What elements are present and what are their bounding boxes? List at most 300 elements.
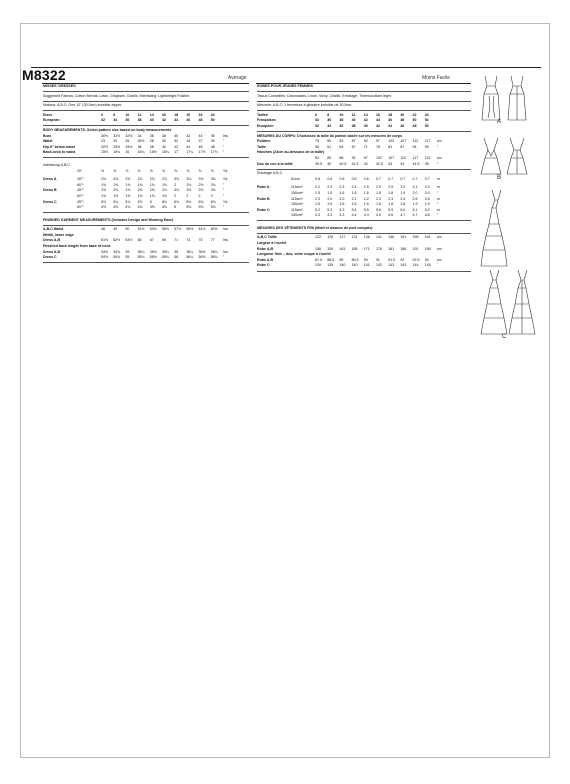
value-cell: 0.6	[363, 176, 369, 181]
unit: "	[222, 139, 225, 144]
size-cell: 20	[400, 112, 405, 117]
value-cell: 159	[327, 246, 334, 251]
size-cell: 32	[315, 123, 319, 128]
unit: cm	[436, 155, 442, 160]
row-label: Dos du cou à la taille	[257, 161, 293, 166]
value-cell: 15½	[101, 150, 108, 155]
value-cell: ⅝	[210, 168, 214, 173]
value-cell: ⅝	[113, 168, 117, 173]
value-cell: 112	[412, 139, 419, 144]
value-cell: 16½	[149, 150, 157, 155]
value-cell: 5⅝	[101, 199, 106, 204]
value-cell: 1.6	[339, 190, 345, 195]
unit: Ins.	[222, 133, 229, 138]
body-measurements-en	[43, 134, 249, 156]
row-label: Dress A,B	[43, 238, 61, 243]
value-cell: ⅝	[186, 168, 190, 173]
value-cell: 4.7	[412, 213, 418, 218]
fabric-width: 45"*	[77, 199, 84, 204]
finished-header-fr: MESURES DES VÊTEMENTS FINI (Motif et aisance de port compris)	[257, 225, 373, 230]
difficulty-en: Average	[228, 75, 247, 81]
value-cell: 31½	[113, 133, 121, 138]
view-label-c: C	[502, 334, 507, 340]
value-cell: 4.3	[315, 213, 320, 218]
value-cell: 4¾	[137, 205, 143, 210]
value-cell: 46	[198, 144, 203, 149]
size-cell: 48	[400, 118, 405, 123]
size-cell: 12	[351, 112, 356, 117]
row-label: Robe A	[257, 185, 270, 190]
rule	[257, 271, 471, 272]
size-cell: 22	[198, 112, 203, 117]
dress-b-drawing	[481, 138, 527, 174]
value-cell: 44.5	[412, 161, 420, 166]
size-cell: 52	[424, 118, 429, 123]
size-cell: 34	[113, 118, 118, 123]
value-cell: 146	[388, 235, 395, 240]
value-cell: 4.4	[351, 213, 357, 218]
value-cell: 38	[149, 144, 154, 149]
size-cell: 6	[315, 112, 317, 117]
size-cell: 36	[339, 123, 344, 128]
notions-en: Notions: A,B,C: One 12" (30.5cm) invisible zipper.	[43, 103, 122, 108]
value-cell: 2.3	[327, 185, 333, 190]
value-cell: 61½	[101, 238, 108, 243]
row-label: Bust	[43, 133, 51, 138]
value-cell: 81	[388, 144, 393, 149]
value-cell: 3⅛	[174, 188, 180, 193]
value-cell: 156	[315, 246, 321, 251]
value-cell: 15¾	[113, 150, 121, 155]
value-cell: 141	[363, 263, 370, 268]
value-cell: 2	[174, 193, 177, 198]
value-cell: 2⅞	[161, 177, 167, 182]
value-cell: 40	[327, 161, 332, 166]
size-cell: 6	[101, 112, 103, 117]
fabric-width: 60"*	[77, 193, 84, 198]
value-cell: 1.8	[388, 202, 394, 207]
value-cell: 2.3	[388, 196, 394, 201]
value-cell: 56½	[198, 255, 206, 260]
unit: "	[222, 182, 225, 187]
value-cell: 161	[424, 235, 431, 240]
value-cell: 6⅛	[186, 199, 192, 204]
fabric-width: 115cm*	[291, 196, 303, 201]
value-cell: 89	[339, 257, 344, 262]
value-cell: 62½	[113, 238, 121, 243]
size-cell: 14	[363, 112, 368, 117]
rule	[43, 91, 249, 92]
title-en: MISSES' DRESSES	[43, 84, 76, 88]
unit: "	[222, 193, 225, 198]
value-cell: 176	[375, 246, 382, 251]
body-header-en: BODY MEASUREMENTS: Select pattern size based on body measurements	[43, 127, 172, 132]
value-cell: 0.6	[315, 176, 320, 181]
dress-a-drawing	[482, 76, 526, 120]
unit: Ins.	[222, 249, 229, 254]
unit: Yd.	[222, 177, 229, 182]
value-cell: 54¾	[113, 255, 121, 260]
unit: "	[436, 144, 439, 149]
value-cell: 36	[137, 144, 142, 149]
value-cell: 6⅛	[174, 199, 180, 204]
unit: "	[436, 190, 439, 195]
value-cell: 2⅝	[101, 177, 106, 182]
row-label: Dress C	[43, 199, 57, 204]
size-cell: 36	[327, 118, 332, 123]
value-cell: 3.0	[400, 185, 406, 190]
value-cell: 1.5	[327, 202, 333, 207]
value-cell: 2.0	[315, 196, 320, 201]
value-cell: 1.6	[363, 190, 369, 195]
value-cell: 122	[424, 155, 431, 160]
body-header-fr: MESURES DU CORPS: Choisissez la taille du patron basée sur les mesures de corps	[257, 133, 402, 138]
size-cell: 38	[351, 123, 356, 128]
value-cell: 151	[400, 235, 407, 240]
size-cell: 46	[388, 118, 393, 123]
value-cell: 5.5	[363, 207, 369, 212]
row-label: Dress C	[43, 255, 57, 260]
value-cell: 2.6	[424, 196, 430, 201]
value-cell: ⅝	[125, 168, 129, 173]
unit: "	[222, 150, 225, 155]
value-cell: 6.1	[412, 207, 418, 212]
value-cell: 1.6	[339, 202, 345, 207]
value-cell: 4.8	[424, 213, 430, 218]
value-cell: 156	[412, 235, 419, 240]
value-cell: 2	[174, 182, 177, 187]
size-cell: 42	[375, 123, 380, 128]
value-cell: 3⅛	[210, 177, 216, 182]
value-cell: 61	[327, 144, 332, 149]
pattern-code: M8322	[22, 67, 66, 83]
value-cell: 2	[186, 193, 189, 198]
value-cell: 56¾	[210, 255, 218, 260]
value-cell: 63½	[210, 227, 218, 232]
value-cell: 4⅝	[101, 205, 106, 210]
row-label: Hip-9" below waist	[43, 144, 75, 149]
value-cell: 54½	[101, 255, 108, 260]
value-cell: 2.6	[412, 196, 418, 201]
european-row: European 32 34 36 38 40 42 44 46 48 50	[43, 118, 249, 124]
value-cell: 55¾	[161, 255, 169, 260]
interfacing-label-en: Interfacing A,B,C	[43, 162, 70, 167]
value-cell: 0.6	[339, 176, 345, 181]
value-cell: 53½	[149, 227, 157, 232]
value-cell: 90	[363, 257, 368, 262]
value-cell: 143	[388, 263, 395, 268]
value-cell: 35¾	[161, 249, 169, 254]
value-cell: 2⅛	[186, 182, 192, 187]
value-cell: 73	[186, 238, 191, 243]
value-cell: 94	[412, 144, 417, 149]
value-cell: 2⅛	[210, 182, 216, 187]
value-cell: 5.3	[327, 207, 333, 212]
size-cell: 14	[149, 112, 154, 117]
value-cell: 40	[161, 144, 166, 149]
value-cell: 102	[388, 139, 395, 144]
value-cell: 2.1	[351, 196, 357, 201]
size-cell: 8	[327, 112, 330, 117]
value-cell: 2.3	[339, 185, 345, 190]
value-cell: 88	[339, 155, 344, 160]
sizes-row: Sizes 6 8 10 12 14 16 18 20 22 24	[43, 113, 249, 119]
value-cell: 165	[351, 246, 358, 251]
value-cell: 6.0	[400, 207, 406, 212]
unit: Ins.	[222, 238, 229, 243]
value-cell: 1⅝	[125, 182, 131, 187]
unit: Yd.	[222, 199, 229, 204]
value-cell: 125	[327, 235, 334, 240]
value-cell: 55½	[149, 255, 157, 260]
size-cell: 38	[339, 118, 344, 123]
value-cell: 4.4	[363, 213, 369, 218]
value-cell: 30	[161, 139, 166, 144]
row-label: Width, lower edge	[43, 232, 74, 237]
value-cell: 3⅛	[174, 177, 180, 182]
fabric-width: 60"*	[77, 205, 84, 210]
value-cell: 1.6	[375, 202, 381, 207]
unit: cm	[436, 257, 442, 262]
value-cell: 59½	[186, 227, 194, 232]
value-cell: 65	[137, 238, 142, 243]
table-row	[43, 255, 249, 261]
value-cell: 4¾	[125, 205, 131, 210]
value-cell: 39.5	[315, 161, 322, 166]
value-cell: ⅝	[149, 168, 153, 173]
size-cell: 40	[149, 118, 154, 123]
french-column	[257, 84, 471, 273]
value-cell: 44	[400, 161, 405, 166]
size-cell: 40	[363, 123, 368, 128]
size-cell: 12	[137, 112, 142, 117]
view-drawings	[478, 74, 542, 344]
value-cell: ⅝	[161, 168, 165, 173]
row-label: Waist	[43, 139, 53, 144]
value-cell: 30½	[101, 133, 108, 138]
table-row	[257, 162, 471, 168]
value-cell: 16¾	[161, 150, 169, 155]
view-label-a: A	[497, 119, 502, 125]
value-cell: 36½	[198, 249, 206, 254]
value-cell: 1.8	[375, 190, 381, 195]
value-cell: 1⅝	[137, 182, 143, 187]
value-cell: 57½	[174, 227, 182, 232]
fabric-width: 150cm*	[291, 202, 304, 207]
value-cell: 5.9	[388, 207, 394, 212]
value-cell: 142	[375, 263, 382, 268]
value-cell: 161	[339, 246, 346, 251]
value-cell: 44	[186, 144, 191, 149]
unit: cm	[436, 235, 442, 240]
value-cell: 83	[315, 155, 319, 160]
size-cell: 40	[351, 118, 356, 123]
value-cell: 63½	[125, 238, 133, 243]
value-cell: 2⅛	[198, 182, 204, 187]
row-label: Hanches (23cm au-dessous de la taille)	[257, 150, 324, 155]
fabric-width: 150cm*	[291, 213, 304, 218]
value-cell: 140	[339, 263, 346, 268]
value-cell: 5⅛	[210, 205, 216, 210]
value-cell: 55	[125, 255, 130, 260]
fabric-width: 51cm	[291, 176, 300, 181]
size-cell: 18	[388, 112, 393, 117]
tailles-row: Tailles 6 8 10 12 14 16 18 20 22 24	[257, 113, 471, 119]
english-column	[43, 84, 249, 265]
title-fr: ROBES POUR JEUNES FEMMES	[257, 84, 313, 88]
size-cell: 44	[375, 118, 380, 123]
value-cell: 2.3	[375, 196, 381, 201]
value-cell: 35¼	[137, 249, 145, 254]
table-row	[257, 213, 471, 219]
value-cell: 3⅛	[186, 177, 192, 182]
value-cell: 140	[351, 263, 358, 268]
value-cell: 32	[174, 139, 179, 144]
value-cell: 2.0	[412, 190, 418, 195]
value-cell: 144	[412, 263, 419, 268]
value-cell: 61½	[198, 227, 206, 232]
value-cell: 36¾	[210, 249, 218, 254]
value-cell: ⅝	[174, 168, 178, 173]
value-cell: 2⅝	[113, 177, 119, 182]
value-cell: 0.7	[424, 176, 430, 181]
value-cell: 1.5	[315, 190, 320, 195]
value-cell: 0.6	[351, 176, 357, 181]
unit: Yd.	[222, 168, 229, 173]
value-cell: 55½	[161, 227, 169, 232]
rule	[43, 110, 249, 111]
value-cell: 40	[174, 133, 179, 138]
rule	[43, 212, 249, 213]
value-cell: 36¼	[186, 249, 194, 254]
value-cell: 0.7	[400, 176, 406, 181]
value-cell: 131	[351, 235, 358, 240]
value-cell: 1.8	[388, 190, 394, 195]
value-cell: 89.5	[351, 257, 359, 262]
size-cell: 48	[198, 118, 203, 123]
value-cell: 107	[400, 139, 407, 144]
rule	[43, 262, 249, 263]
finished-rows-fr	[257, 235, 471, 269]
value-cell: 77	[210, 238, 215, 243]
value-cell: 3⅛	[186, 188, 192, 193]
size-cell: 24	[424, 112, 429, 117]
value-cell: 1.6	[351, 202, 357, 207]
unit: "	[222, 188, 225, 193]
size-cell: 48	[412, 123, 417, 128]
size-cell: 22	[412, 112, 417, 117]
value-cell: 40.5	[339, 161, 347, 166]
fabric-width: 45"*	[77, 177, 84, 182]
size-cell: 42	[363, 118, 368, 123]
rule	[257, 220, 471, 221]
value-cell: 67	[351, 144, 356, 149]
row-label: Poitrine	[257, 139, 271, 144]
top-rule	[31, 67, 541, 68]
value-cell: 143	[400, 263, 407, 268]
value-cell: 34½	[101, 249, 108, 254]
value-cell: 4.3	[327, 213, 333, 218]
value-cell: 48	[210, 144, 215, 149]
value-cell: 42	[363, 161, 368, 166]
row-label: Robe C	[257, 207, 270, 212]
value-cell: 87	[400, 144, 405, 149]
fabric-width: 20"	[77, 168, 83, 173]
row-label: Robe B	[257, 196, 270, 201]
value-cell: 34¾	[113, 249, 121, 254]
row-label: Finished back length from base of neck	[43, 244, 111, 249]
value-cell: 39	[210, 139, 215, 144]
unit: "	[222, 255, 225, 260]
fabrics-en: Suggested Fabrics: Cotton Blends, Lawn, Gingham, Challis. Interfacing: Lightweight Fusible.	[43, 93, 191, 98]
value-cell: 5.2	[315, 207, 320, 212]
size-cell: 50	[424, 123, 429, 128]
value-cell: 75	[198, 238, 203, 243]
row-label: Dress A	[43, 177, 57, 182]
table-row	[257, 263, 471, 269]
value-cell: 42	[174, 144, 179, 149]
value-cell: 6⅛	[210, 199, 216, 204]
value-cell: 3.2	[424, 185, 430, 190]
entoilage-label: Entoilage A,B,C	[257, 171, 283, 176]
value-cell: 41.5	[351, 161, 359, 166]
fabric-width: 45"*	[77, 188, 84, 193]
value-cell: 1⅝	[149, 182, 155, 187]
unit: "	[436, 213, 439, 218]
notions-fr: Mercerie: A,B,C: 1 fermeture à glissière invisible de 30,5cm.	[257, 103, 353, 108]
value-cell: 191	[412, 246, 419, 251]
value-cell: 93	[424, 257, 429, 262]
finished-rows-en	[43, 227, 249, 261]
value-cell: 99	[424, 144, 429, 149]
value-cell: 2.2	[315, 185, 320, 190]
value-cell: 51½	[137, 227, 145, 232]
unit: m	[436, 185, 440, 190]
value-cell: 35½	[149, 249, 157, 254]
value-cell: 5.4	[351, 207, 357, 212]
value-cell: 2⅝	[125, 188, 131, 193]
row-label: Dress A,B	[43, 249, 61, 254]
value-cell: ⅝	[101, 168, 104, 173]
value-cell: 102	[375, 155, 382, 160]
value-cell: 25	[125, 139, 130, 144]
row-label: Taille	[257, 144, 266, 149]
value-cell: 141	[375, 235, 382, 240]
value-cell: 1.6	[351, 190, 357, 195]
yardage-rows-fr	[257, 185, 471, 219]
value-cell: 92	[351, 155, 356, 160]
value-cell: 91	[375, 257, 380, 262]
value-cell: 3⅛	[210, 188, 216, 193]
value-cell: 6⅛	[161, 199, 167, 204]
body-measurements-fr	[257, 139, 471, 167]
value-cell: 5	[174, 205, 177, 210]
size-cell: 16	[375, 112, 380, 117]
size-cell: 38	[137, 118, 142, 123]
value-cell: 92	[400, 257, 405, 262]
value-cell: 50	[125, 227, 130, 232]
value-cell: 5⅛	[198, 205, 204, 210]
value-cell: 2	[210, 193, 213, 198]
fabric-width: 115cm*	[291, 185, 303, 190]
row-label: Dress B	[43, 188, 57, 193]
yardage-rows-en	[43, 177, 249, 211]
row-label: Robe A,B	[257, 257, 274, 262]
value-cell: 1⅝	[101, 182, 106, 187]
value-cell: 58	[315, 144, 319, 149]
rule	[257, 233, 471, 234]
value-cell: 97	[375, 139, 380, 144]
